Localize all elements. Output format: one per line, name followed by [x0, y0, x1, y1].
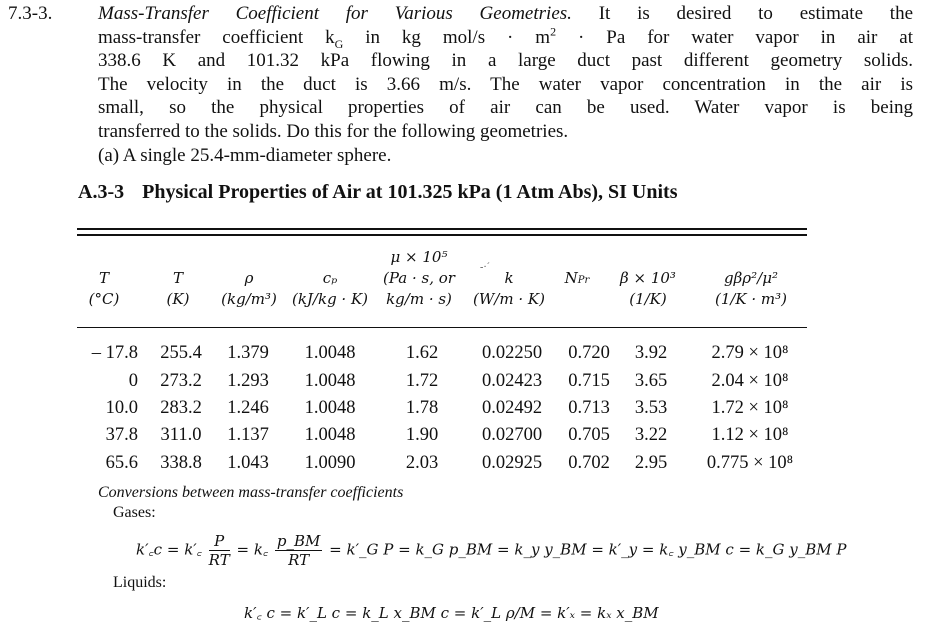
header-t-celsius: T (°C) [88, 269, 120, 308]
table-cell: 1.72 × 10⁸ [711, 398, 789, 418]
table-cell: 2.79 × 10⁸ [711, 343, 789, 363]
table-top-rule-2 [77, 234, 807, 236]
gases-label: Gases: [113, 504, 156, 521]
problem-line-6: transferred to the solids. Do this for the following geometries. [98, 120, 569, 142]
table-cell: 37.8 [105, 425, 138, 445]
table-cell: 3.53 [634, 398, 668, 418]
table-cell: 1.78 [405, 398, 439, 418]
table-cell: 1.72 [405, 371, 439, 391]
table-cell: 1.0048 [304, 425, 356, 445]
header-beta: β × 10³ (1/K) [620, 269, 676, 308]
problem-body [98, 2, 913, 167]
scan-mark: -·´ [480, 262, 490, 273]
table-cell: 0.775 × 10⁸ [706, 453, 794, 473]
table-cell: 1.246 [227, 398, 269, 418]
table-cell: 2.04 × 10⁸ [711, 371, 789, 391]
table-cell: 1.293 [227, 371, 269, 391]
table-cell: 1.62 [405, 343, 439, 363]
table-cell: 0.02700 [481, 425, 543, 445]
table-cell: 1.0048 [304, 343, 356, 363]
table-title: A.3-3 Physical Properties of Air at 101.325 kPa (1 Atm Abs), SI Units [78, 181, 678, 203]
table-code: A.3-3 [78, 181, 125, 203]
table-cell: 0.720 [568, 343, 610, 363]
problem-line-3: 338.6 K and 101.32 kPa flowing in a large duct past different geometry solids. [98, 50, 913, 72]
table-cell: 2.95 [634, 453, 668, 473]
table-cell: 0.715 [568, 371, 610, 391]
problem-line-1: Mass-Transfer Coefficient for Various Geometries. It is desired to estimate the [98, 3, 913, 24]
table-cell: 1.379 [227, 343, 269, 363]
table-cell: 2.03 [405, 453, 439, 473]
header-density: ρ (kg/m³) [221, 269, 277, 308]
header-grashof-factor: gβρ²/μ² (1/K · m³) [714, 269, 788, 308]
problem-statement [8, 2, 913, 167]
problem-line-4: The velocity in the duct is 3.66 m/s. The water vapor concentration in the air is [98, 73, 913, 95]
table-cell: 0 [128, 371, 138, 391]
header-conductivity: k (W/m · K) [473, 269, 545, 308]
table-cell: 0.02492 [481, 398, 543, 418]
header-viscosity: μ × 10⁵ (Pa · s, or kg/m · s) [383, 248, 455, 308]
table-cell: 338.8 [160, 453, 202, 473]
table-cell: – 17.8 [91, 343, 138, 363]
problem-line-5: small, so the physical properties of air can be used. Water vapor is being [98, 97, 913, 119]
header-prandtl: NPr [564, 269, 590, 287]
table-cell: 311.0 [160, 425, 202, 445]
header-cp: cₚ (kJ/kg · K) [291, 269, 369, 308]
conversions-title: Conversions between mass-transfer coefficients [98, 484, 404, 501]
table-cell: 0.702 [568, 453, 610, 473]
table-cell: 0.02423 [481, 371, 543, 391]
table-cell: 1.0048 [304, 398, 356, 418]
header-t-kelvin: T (K) [166, 269, 190, 308]
problem-line-2: mass-transfer coefficient $k_G$ in kg $mol/s \cdot m^2 \cdot Pa$ for water vapor in air at [98, 24, 914, 51]
table-cell: 65.6 [105, 453, 138, 473]
table-cell: 0.713 [568, 398, 610, 418]
table-header-rule [77, 327, 807, 328]
table-cell: 10.0 [105, 398, 138, 418]
table-cell: 3.22 [634, 425, 668, 445]
table-cell: 1.12 × 10⁸ [711, 425, 789, 445]
gases-fraction-1: $\frac{P}{RT}$ [208, 532, 230, 569]
table-cell: 1.0048 [304, 371, 356, 391]
table-cell: 3.92 [634, 343, 668, 363]
table-cell: 273.2 [160, 371, 202, 391]
table-cell: 283.2 [160, 398, 202, 418]
problem-part-a: (a) A single 25.4-mm-diameter sphere. [98, 144, 392, 166]
table-cell: 1.90 [405, 425, 439, 445]
table-cell: 1.0090 [304, 453, 356, 473]
liquids-equation: k′꜀ c = k′_L c = k_L x_BM c = k′_L ρ/M = k′ₓ = kₓ x_BM [244, 604, 659, 622]
table-cell: 0.02250 [481, 343, 543, 363]
problem-number: 7.3-3. [8, 3, 53, 24]
problem-title: Mass-Transfer Coefficient for Various Geometries. [98, 3, 572, 24]
table-cell: 0.02925 [481, 453, 543, 473]
table-cell: 1.043 [227, 453, 269, 473]
gases-equation: k′꜀c = k′꜀ $\frac{P}{RT}$ = k꜀ $\frac{p\_BM}{RT}$ = k′_G P = k_G p_BM = k_y y_BM = k′_y = k꜀ y_BM c = k_G y_BM P [136, 532, 847, 569]
gases-fraction-2: $\frac{p\_BM}{RT}$ [276, 532, 321, 569]
table-cell: 0.705 [568, 425, 610, 445]
table-cell: 1.137 [227, 425, 269, 445]
table-cell: 3.65 [634, 371, 668, 391]
table-cell: 255.4 [160, 343, 202, 363]
liquids-label: Liquids: [113, 574, 167, 591]
table-top-rule [77, 228, 807, 230]
